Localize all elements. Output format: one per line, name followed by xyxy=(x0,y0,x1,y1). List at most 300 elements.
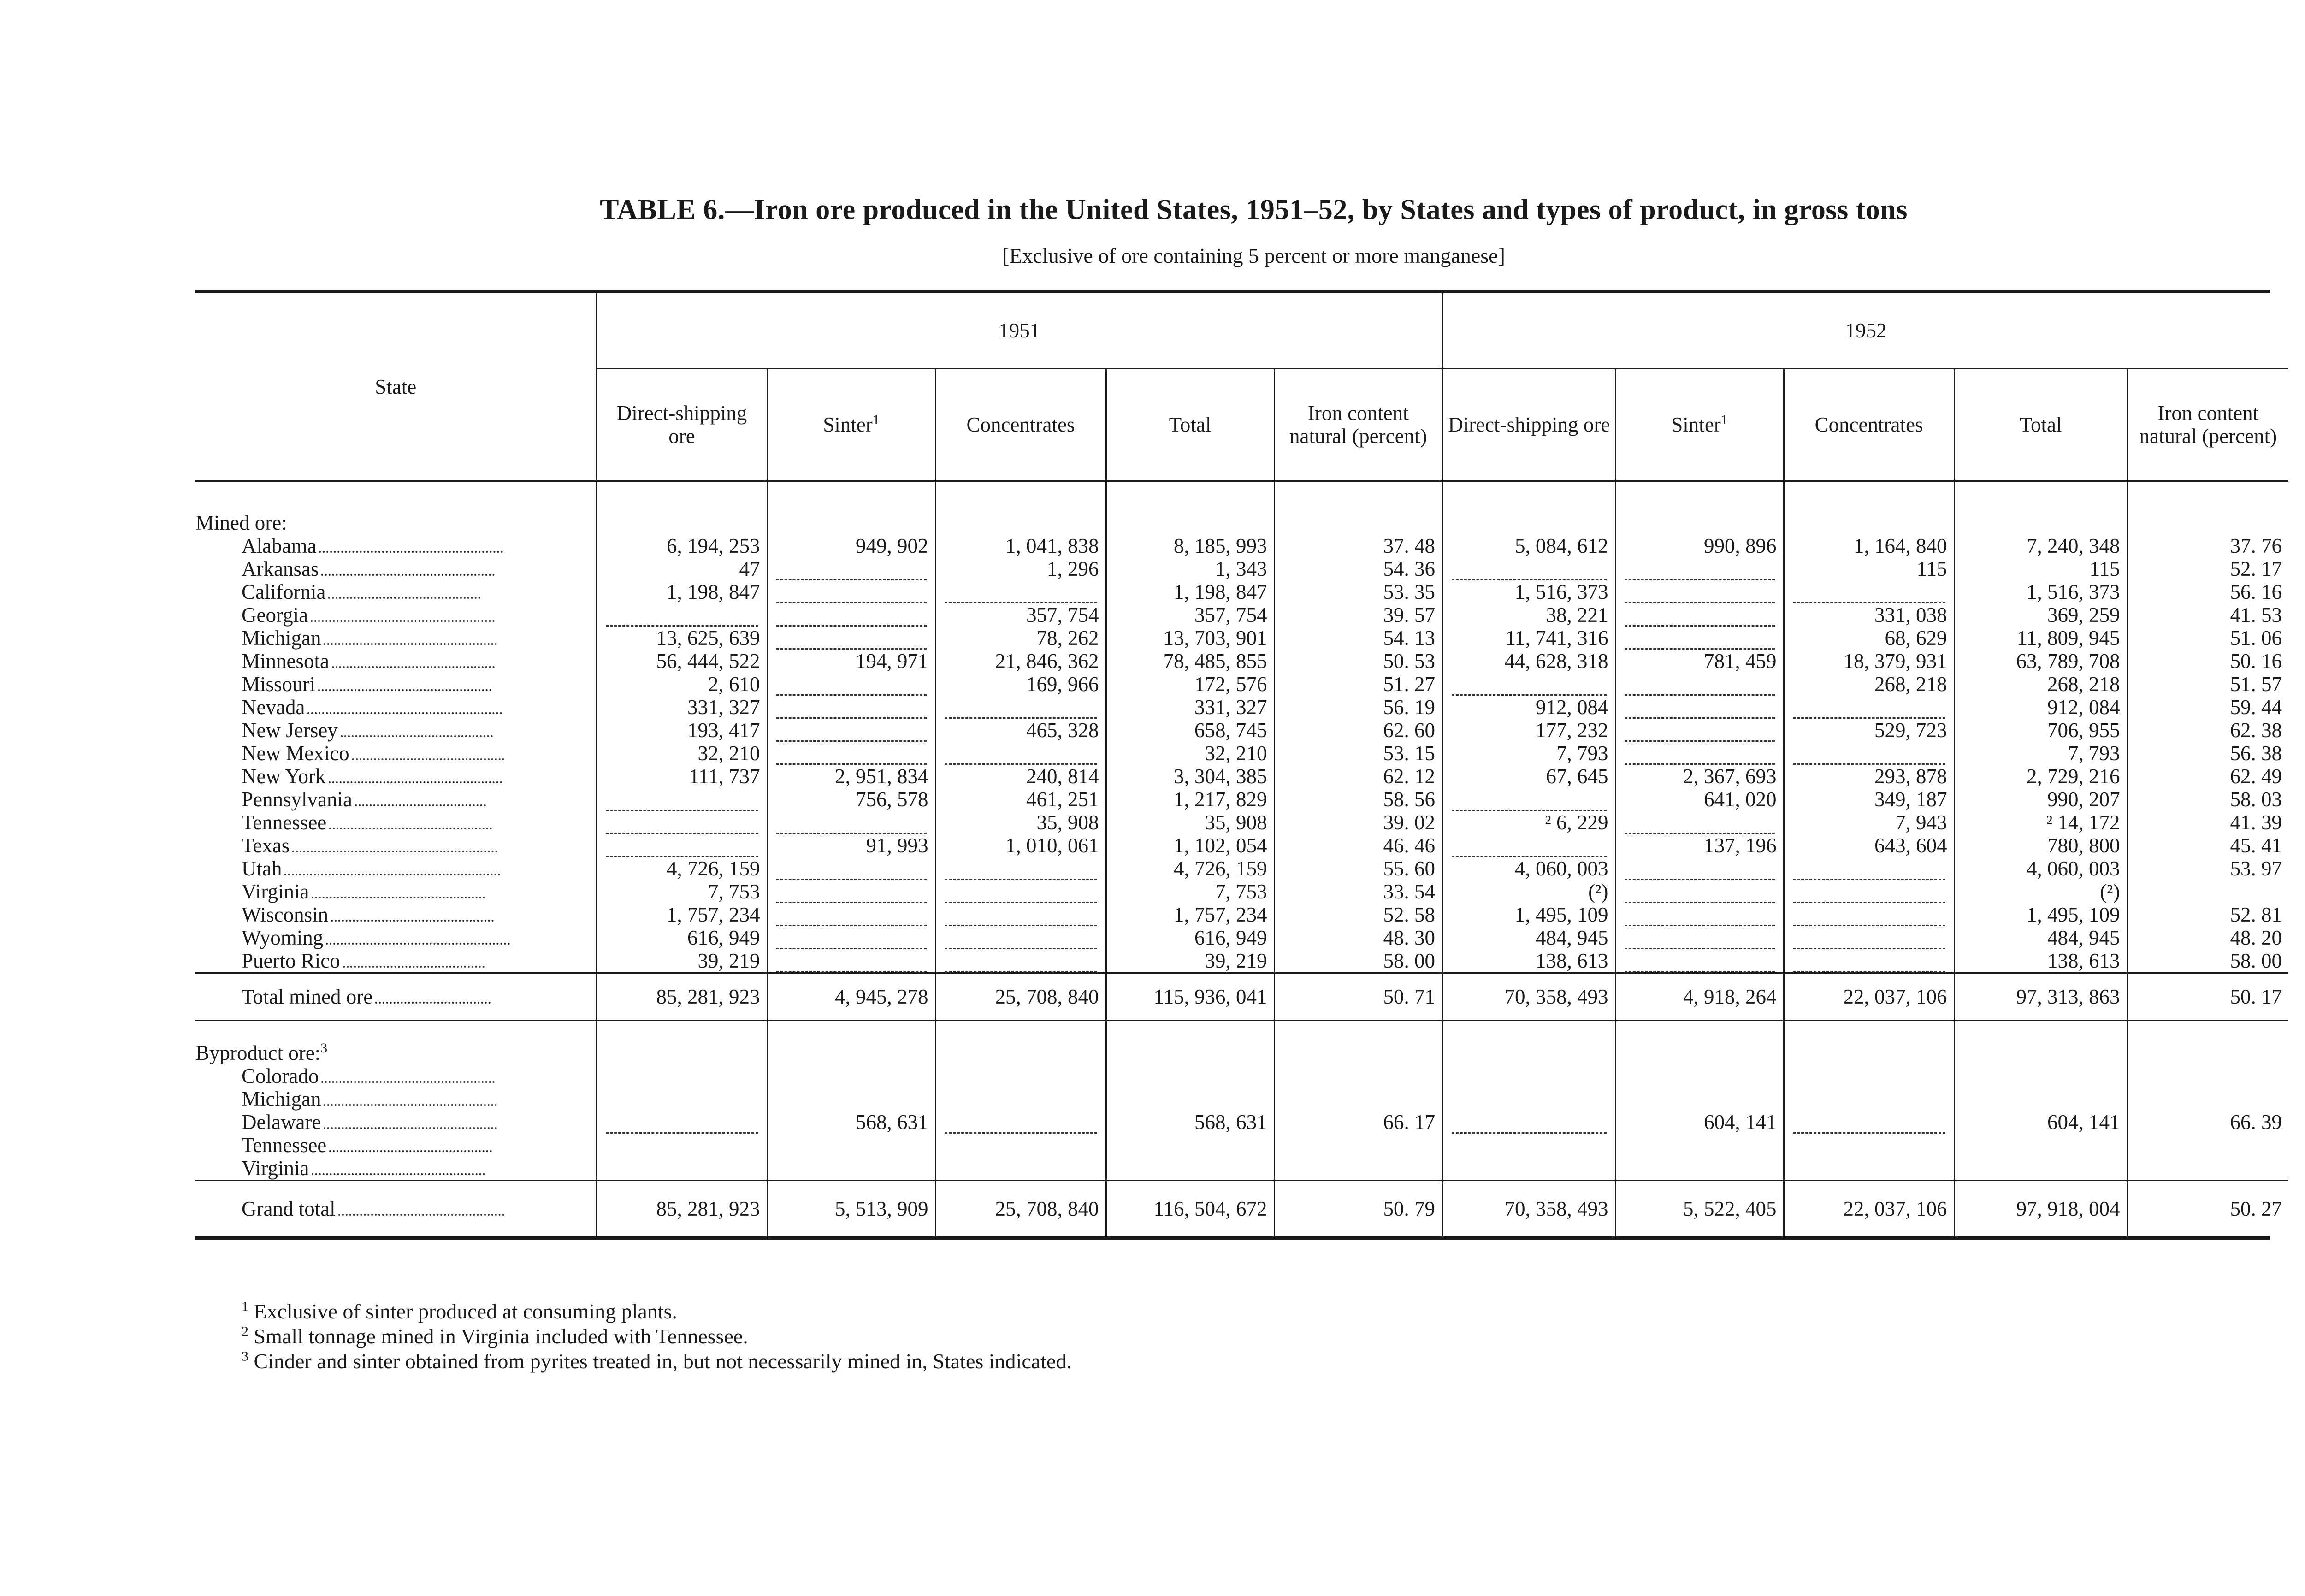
dot-leader xyxy=(324,1104,497,1106)
value-cell xyxy=(767,926,935,949)
value-cell: 48. 30 xyxy=(1274,926,1442,949)
empty-dash xyxy=(1625,958,1775,972)
value-cell: 172, 576 xyxy=(1106,673,1274,696)
footnotes xyxy=(242,1299,1072,1374)
value-cell xyxy=(1784,1111,1954,1134)
value-cell: 54. 13 xyxy=(1274,627,1442,650)
value-cell: 465, 328 xyxy=(935,719,1106,742)
state-cell xyxy=(195,1134,597,1157)
state-cell xyxy=(195,580,597,603)
empty-dash xyxy=(1793,935,1945,949)
state-cell xyxy=(195,811,597,834)
value-cell: 484, 945 xyxy=(1442,926,1615,949)
byproduct-row xyxy=(195,1111,2288,1134)
value-cell: 18, 379, 931 xyxy=(1784,650,1954,673)
empty-cell xyxy=(1106,1134,1274,1157)
table-row xyxy=(195,903,2288,926)
value-cell: 66. 17 xyxy=(1274,1111,1442,1134)
value-cell: 990, 896 xyxy=(1615,534,1784,557)
value-cell: 62. 60 xyxy=(1274,719,1442,742)
value-cell: 68, 629 xyxy=(1784,627,1954,650)
spacer-cell xyxy=(1274,481,1442,509)
empty-cell xyxy=(1615,1064,1784,1088)
value-cell: 13, 625, 639 xyxy=(597,627,767,650)
value-cell: 7, 793 xyxy=(1442,742,1615,765)
column-header: Iron content natural (percent) xyxy=(1274,369,1442,481)
value-cell xyxy=(2127,880,2288,903)
state-name: Pennsylvania xyxy=(242,788,352,811)
state-cell xyxy=(195,857,597,880)
empty-cell xyxy=(1274,1021,1442,1065)
table-row xyxy=(195,788,2288,811)
table-row xyxy=(195,534,2288,557)
footnote-ref: 1 xyxy=(1720,412,1728,427)
dot-leader xyxy=(328,597,480,599)
state-name: Byproduct ore: xyxy=(195,1041,321,1064)
empty-cell xyxy=(1954,1157,2127,1181)
state-cell xyxy=(195,1021,597,1065)
value-cell: 53. 97 xyxy=(2127,857,2288,880)
dot-leader xyxy=(319,551,503,553)
table-row xyxy=(195,811,2288,834)
state-name: Minnesota xyxy=(242,650,329,673)
state-cell xyxy=(195,719,597,742)
empty-cell xyxy=(2127,1088,2288,1111)
state-cell xyxy=(195,903,597,926)
value-cell: 568, 631 xyxy=(767,1111,935,1134)
state-cell xyxy=(195,788,597,811)
empty-dash xyxy=(1793,912,1945,926)
table-title: TABLE 6.—Iron ore produced in the United States, 1951–52, by States and types of product, in gross tons xyxy=(600,194,1908,225)
spacer-cell xyxy=(1615,481,1784,509)
state-name: New Mexico xyxy=(242,742,349,765)
value-cell xyxy=(935,857,1106,880)
value-cell: 52. 58 xyxy=(1274,903,1442,926)
empty-cell xyxy=(1954,1088,2127,1111)
table-row xyxy=(195,650,2288,673)
value-cell xyxy=(1442,673,1615,696)
value-cell: 137, 196 xyxy=(1615,834,1784,857)
value-cell xyxy=(1784,903,1954,926)
value-cell: 1, 010, 061 xyxy=(935,834,1106,857)
table-row xyxy=(195,603,2288,627)
state-label-wrap xyxy=(195,985,491,1008)
value-cell: 56. 38 xyxy=(2127,742,2288,765)
state-cell xyxy=(195,557,597,580)
value-cell: 331, 327 xyxy=(1106,696,1274,719)
state-cell xyxy=(195,509,597,534)
value-cell xyxy=(597,834,767,857)
value-cell xyxy=(935,880,1106,903)
empty-dash xyxy=(1625,704,1775,719)
empty-cell xyxy=(1784,1157,1954,1181)
value-cell: 50. 16 xyxy=(2127,650,2288,673)
value-cell: 1, 757, 234 xyxy=(597,903,767,926)
value-cell: 53. 35 xyxy=(1274,580,1442,603)
bottom-rule xyxy=(195,1236,2270,1240)
state-name: Missouri xyxy=(242,673,316,696)
empty-cell xyxy=(935,1021,1106,1065)
value-cell: 1, 296 xyxy=(935,557,1106,580)
table-row xyxy=(195,557,2288,580)
empty-cell xyxy=(1106,1021,1274,1065)
state-name: Tennessee xyxy=(242,811,327,834)
footnote-mark: 2 xyxy=(242,1324,248,1339)
dot-leader xyxy=(329,781,502,783)
state-label-wrap xyxy=(195,534,503,557)
table-row xyxy=(195,765,2288,788)
value-cell: 44, 628, 318 xyxy=(1442,650,1615,673)
value-cell: 138, 613 xyxy=(1442,949,1615,973)
value-cell: 37. 76 xyxy=(2127,534,2288,557)
state-cell xyxy=(195,1181,597,1237)
section-row xyxy=(195,1021,2288,1065)
value-cell: 39. 57 xyxy=(1274,603,1442,627)
empty-cell xyxy=(1442,1157,1615,1181)
state-cell xyxy=(195,880,597,903)
value-cell xyxy=(767,719,935,742)
value-cell: 97, 313, 863 xyxy=(1954,973,2127,1021)
empty-dash xyxy=(776,635,927,650)
value-cell: 7, 943 xyxy=(1784,811,1954,834)
value-cell: 58. 03 xyxy=(2127,788,2288,811)
empty-cell xyxy=(1106,1064,1274,1088)
value-cell: 1, 516, 373 xyxy=(1954,580,2127,603)
dot-leader xyxy=(321,1081,495,1083)
empty-cell xyxy=(1784,1021,1954,1065)
state-cell xyxy=(195,650,597,673)
value-cell: 4, 060, 003 xyxy=(1442,857,1615,880)
state-name: Georgia xyxy=(242,603,308,627)
dot-leader xyxy=(324,1127,497,1129)
empty-dash xyxy=(1625,820,1775,834)
empty-dash xyxy=(945,912,1097,926)
empty-cell xyxy=(1615,509,1784,534)
value-cell: 58. 00 xyxy=(1274,949,1442,973)
value-cell: 240, 814 xyxy=(935,765,1106,788)
empty-cell xyxy=(1106,1088,1274,1111)
value-cell xyxy=(1615,903,1784,926)
value-cell xyxy=(767,696,935,719)
value-cell xyxy=(767,673,935,696)
value-cell: 33. 54 xyxy=(1274,880,1442,903)
value-cell: 780, 800 xyxy=(1954,834,2127,857)
empty-cell xyxy=(2127,1064,2288,1088)
value-cell: 4, 918, 264 xyxy=(1615,973,1784,1021)
value-cell xyxy=(767,903,935,926)
spacer-cell xyxy=(1442,481,1615,509)
state-cell xyxy=(195,1157,597,1181)
empty-cell xyxy=(1784,509,1954,534)
value-cell: 4, 945, 278 xyxy=(767,973,935,1021)
value-cell: 25, 708, 840 xyxy=(935,1181,1106,1237)
empty-dash xyxy=(1625,866,1775,880)
footnote xyxy=(242,1324,1072,1349)
state-cell xyxy=(195,627,597,650)
value-cell: 1, 102, 054 xyxy=(1106,834,1274,857)
state-name: Delaware xyxy=(242,1111,321,1134)
value-cell xyxy=(1615,603,1784,627)
value-cell: 658, 745 xyxy=(1106,719,1274,742)
value-cell: 39, 219 xyxy=(1106,949,1274,973)
value-cell xyxy=(935,696,1106,719)
value-cell: 7, 240, 348 xyxy=(1954,534,2127,557)
state-cell xyxy=(195,603,597,627)
dot-leader xyxy=(338,1214,504,1216)
value-cell: 756, 578 xyxy=(767,788,935,811)
column-header: Sinter$^1$ xyxy=(1615,369,1784,481)
empty-dash xyxy=(776,820,927,834)
value-cell: 85, 281, 923 xyxy=(597,973,767,1021)
empty-dash xyxy=(776,958,927,972)
value-cell: 35, 908 xyxy=(1106,811,1274,834)
value-cell xyxy=(935,949,1106,973)
value-cell: 1, 217, 829 xyxy=(1106,788,1274,811)
value-cell xyxy=(1442,557,1615,580)
state-label-wrap xyxy=(195,926,510,949)
value-cell: 97, 918, 004 xyxy=(1954,1181,2127,1237)
data-table xyxy=(195,293,2288,1236)
empty-dash xyxy=(776,889,927,903)
value-cell: 331, 038 xyxy=(1784,603,1954,627)
state-cell xyxy=(195,673,597,696)
byproduct-row xyxy=(195,1088,2288,1111)
value-cell: 6, 194, 253 xyxy=(597,534,767,557)
empty-cell xyxy=(935,509,1106,534)
empty-cell xyxy=(1615,1021,1784,1065)
dot-leader xyxy=(292,851,497,852)
value-cell: 35, 908 xyxy=(935,811,1106,834)
grand-total-row xyxy=(195,1181,2288,1237)
empty-dash xyxy=(1625,589,1775,603)
value-cell: 45. 41 xyxy=(2127,834,2288,857)
value-cell xyxy=(767,557,935,580)
footnote xyxy=(242,1299,1072,1324)
footnote-text: Exclusive of sinter produced at consuming plants. xyxy=(254,1300,678,1323)
empty-cell xyxy=(2127,509,2288,534)
value-cell: 177, 232 xyxy=(1442,719,1615,742)
value-cell: 56. 16 xyxy=(2127,580,2288,603)
value-cell xyxy=(767,949,935,973)
empty-dash xyxy=(945,704,1097,719)
value-cell: 912, 084 xyxy=(1442,696,1615,719)
state-name: Michigan xyxy=(242,1088,321,1111)
value-cell: 1, 757, 234 xyxy=(1106,903,1274,926)
state-name: Grand total xyxy=(242,1197,336,1220)
value-cell xyxy=(597,811,767,834)
value-cell: 56. 19 xyxy=(1274,696,1442,719)
spacer-cell xyxy=(1954,481,2127,509)
empty-dash xyxy=(606,797,758,811)
empty-dash xyxy=(776,751,927,765)
empty-cell xyxy=(767,1064,935,1088)
value-cell: 2, 729, 216 xyxy=(1954,765,2127,788)
value-cell: 616, 949 xyxy=(597,926,767,949)
dot-leader xyxy=(331,920,494,922)
table-row xyxy=(195,696,2288,719)
value-cell xyxy=(767,857,935,880)
dot-leader xyxy=(324,643,497,645)
value-cell xyxy=(1615,880,1784,903)
value-cell: 604, 141 xyxy=(1954,1111,2127,1134)
value-cell: 54. 36 xyxy=(1274,557,1442,580)
value-cell xyxy=(767,627,935,650)
value-cell xyxy=(935,1111,1106,1134)
value-cell: 37. 48 xyxy=(1274,534,1442,557)
value-cell: 357, 754 xyxy=(935,603,1106,627)
value-cell: 48. 20 xyxy=(2127,926,2288,949)
value-cell: 268, 218 xyxy=(1954,673,2127,696)
empty-cell xyxy=(597,1021,767,1065)
state-name: Utah xyxy=(242,857,282,880)
state-cell xyxy=(195,949,597,973)
value-cell: 21, 846, 362 xyxy=(935,650,1106,673)
empty-dash xyxy=(1452,797,1607,811)
empty-dash xyxy=(776,935,927,949)
state-name: Virginia xyxy=(242,880,309,903)
empty-cell xyxy=(1106,1157,1274,1181)
value-cell: 912, 084 xyxy=(1954,696,2127,719)
state-name: Michigan xyxy=(242,627,321,650)
value-cell: 949, 902 xyxy=(767,534,935,557)
value-cell: 50. 71 xyxy=(1274,973,1442,1021)
spacer-cell xyxy=(935,481,1106,509)
value-cell: 3, 304, 385 xyxy=(1106,765,1274,788)
empty-dash xyxy=(1625,566,1775,580)
empty-dash xyxy=(1793,751,1945,765)
value-cell xyxy=(767,603,935,627)
dot-leader xyxy=(284,874,500,875)
table-row xyxy=(195,949,2288,973)
empty-cell xyxy=(1615,1134,1784,1157)
empty-dash xyxy=(606,612,758,627)
value-cell: 268, 218 xyxy=(1784,673,1954,696)
empty-cell xyxy=(935,1064,1106,1088)
value-cell: 32, 210 xyxy=(1106,742,1274,765)
empty-cell xyxy=(1442,1134,1615,1157)
empty-dash xyxy=(1452,1119,1607,1134)
empty-cell xyxy=(1442,1064,1615,1088)
dot-leader xyxy=(352,758,504,760)
state-name: Puerto Rico xyxy=(242,949,340,972)
value-cell xyxy=(935,903,1106,926)
value-cell xyxy=(767,580,935,603)
state-label-wrap xyxy=(195,1088,497,1111)
empty-dash xyxy=(776,912,927,926)
state-label-wrap xyxy=(195,857,500,880)
empty-dash xyxy=(945,751,1097,765)
state-label-wrap xyxy=(195,511,287,534)
state-cell xyxy=(195,834,597,857)
empty-dash xyxy=(1452,566,1607,580)
empty-cell xyxy=(2127,1157,2288,1181)
value-cell: 52. 17 xyxy=(2127,557,2288,580)
total-mined-row xyxy=(195,973,2288,1021)
empty-cell xyxy=(1274,1064,1442,1088)
state-label-wrap xyxy=(195,580,480,603)
empty-dash xyxy=(1793,704,1945,719)
value-cell: 1, 164, 840 xyxy=(1784,534,1954,557)
state-label-wrap xyxy=(195,765,502,788)
table-body xyxy=(195,481,2288,1236)
table-row xyxy=(195,880,2288,903)
value-cell: 357, 754 xyxy=(1106,603,1274,627)
state-name: Colorado xyxy=(242,1064,319,1088)
state-label-wrap xyxy=(195,696,502,719)
dot-leader xyxy=(321,574,495,576)
footnote-text: Cinder and sinter obtained from pyrites treated in, but not necessarily mined in, States indicated. xyxy=(254,1349,1072,1373)
state-column-header: State xyxy=(195,293,597,481)
year-1951-header: 1951 xyxy=(597,293,1442,369)
empty-cell xyxy=(1442,1021,1615,1065)
value-cell: 50. 27 xyxy=(2127,1181,2288,1237)
empty-dash xyxy=(606,820,758,834)
state-label-wrap xyxy=(195,880,485,903)
state-name: Total mined ore xyxy=(242,985,373,1008)
value-cell: 1, 198, 847 xyxy=(597,580,767,603)
state-name: Wisconsin xyxy=(242,903,329,926)
state-cell xyxy=(195,1064,597,1088)
spacer-cell xyxy=(2127,481,2288,509)
value-cell xyxy=(1615,811,1784,834)
empty-cell xyxy=(1954,1021,2127,1065)
value-cell: 604, 141 xyxy=(1615,1111,1784,1134)
empty-dash xyxy=(1793,589,1945,603)
value-cell: ² 14, 172 xyxy=(1954,811,2127,834)
empty-cell xyxy=(597,1134,767,1157)
empty-cell xyxy=(767,1134,935,1157)
empty-dash xyxy=(1625,681,1775,696)
empty-dash xyxy=(1625,635,1775,650)
state-label-wrap xyxy=(195,1064,495,1088)
value-cell: 115 xyxy=(1954,557,2127,580)
value-cell: 706, 955 xyxy=(1954,719,2127,742)
table-row xyxy=(195,580,2288,603)
value-cell: 51. 27 xyxy=(1274,673,1442,696)
value-cell xyxy=(1615,857,1784,880)
value-cell: 47 xyxy=(597,557,767,580)
value-cell xyxy=(597,788,767,811)
value-cell: 138, 613 xyxy=(1954,949,2127,973)
column-header: Iron content natural (percent) xyxy=(2127,369,2288,481)
value-cell: 70, 358, 493 xyxy=(1442,973,1615,1021)
value-cell xyxy=(597,603,767,627)
value-cell: 641, 020 xyxy=(1615,788,1784,811)
state-name: Virginia xyxy=(242,1157,309,1180)
state-label-wrap xyxy=(195,627,497,650)
state-cell xyxy=(195,926,597,949)
value-cell: 2, 951, 834 xyxy=(767,765,935,788)
footnote-mark: 3 xyxy=(242,1348,248,1364)
empty-cell xyxy=(935,1134,1106,1157)
dot-leader xyxy=(355,804,486,806)
value-cell: 8, 185, 993 xyxy=(1106,534,1274,557)
footnote-mark: 1 xyxy=(242,1299,248,1314)
value-cell: 62. 49 xyxy=(2127,765,2288,788)
state-cell xyxy=(195,1111,597,1134)
empty-cell xyxy=(1274,1157,1442,1181)
value-cell: ² 6, 229 xyxy=(1442,811,1615,834)
empty-dash xyxy=(1625,751,1775,765)
empty-dash xyxy=(1625,612,1775,627)
value-cell: 643, 604 xyxy=(1784,834,1954,857)
empty-cell xyxy=(597,1157,767,1181)
empty-cell xyxy=(1274,1088,1442,1111)
state-label-wrap xyxy=(195,811,492,834)
value-cell: 2, 367, 693 xyxy=(1615,765,1784,788)
value-cell: 616, 949 xyxy=(1106,926,1274,949)
empty-cell xyxy=(1274,1134,1442,1157)
